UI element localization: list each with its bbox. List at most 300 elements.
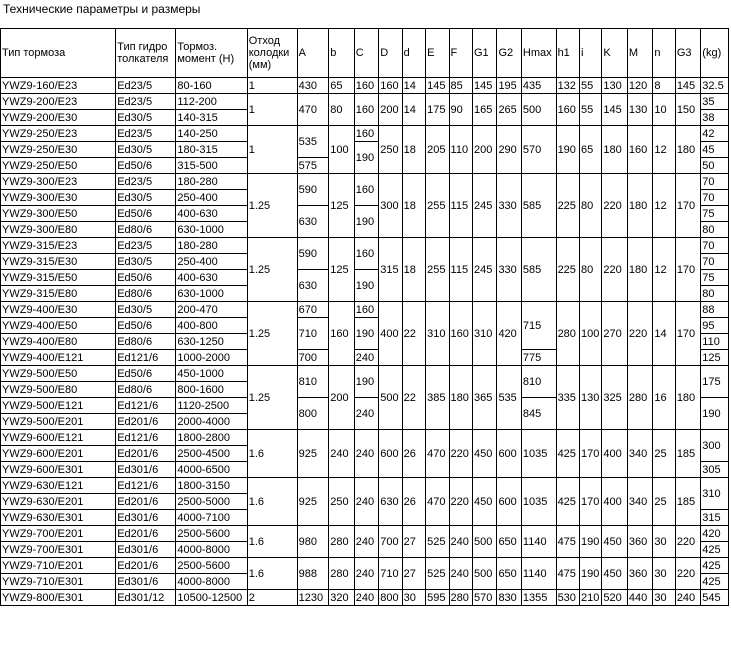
table-cell: 8 — [653, 78, 675, 94]
table-cell: 250-400 — [176, 190, 247, 206]
table-cell: 2500-5000 — [176, 494, 247, 510]
table-cell: 180 — [627, 238, 652, 302]
table-cell: 1 — [247, 126, 297, 174]
table-cell: Ed201/6 — [116, 558, 176, 574]
table-cell: 585 — [521, 174, 556, 238]
table-cell: 10 — [653, 94, 675, 126]
table-cell: Ed301/6 — [116, 462, 176, 478]
row-brake-type: YWZ9-300/E30 — [1, 190, 116, 206]
table-cell: 75 — [701, 270, 729, 286]
row-brake-type: YWZ9-400/E121 — [1, 350, 116, 366]
table-cell: 160 — [354, 302, 378, 318]
table-cell: 140-250 — [176, 126, 247, 142]
table-cell: 1.6 — [247, 558, 297, 590]
row-brake-type: YWZ9-500/E201 — [1, 414, 116, 430]
table-cell: 14 — [402, 94, 425, 126]
table-cell: 225 — [556, 238, 579, 302]
table-cell: 27 — [402, 526, 425, 558]
table-cell: 140-315 — [176, 110, 247, 126]
table-cell: 240 — [354, 398, 378, 430]
table-cell: 250 — [379, 126, 402, 174]
table-cell: 70 — [701, 254, 729, 270]
table-cell: 25 — [653, 430, 675, 478]
table-cell: 115 — [449, 174, 472, 238]
row-brake-type: YWZ9-200/E30 — [1, 110, 116, 126]
table-cell: 800 — [379, 590, 402, 606]
table-cell: Ed23/5 — [116, 78, 176, 94]
table-cell: 925 — [297, 430, 329, 478]
table-cell: 240 — [354, 430, 378, 478]
col-header-g1: G1 — [472, 29, 496, 78]
table-cell: 1.25 — [247, 366, 297, 430]
table-cell: 145 — [602, 94, 627, 126]
table-cell: 315 — [379, 238, 402, 302]
table-cell: 190 — [354, 318, 378, 350]
table-cell: 30 — [653, 526, 675, 558]
table-cell: 45 — [701, 142, 729, 158]
table-cell: Ed80/6 — [116, 334, 176, 350]
table-cell: 160 — [354, 126, 378, 142]
row-brake-type: YWZ9-300/E50 — [1, 206, 116, 222]
table-cell: 42 — [701, 126, 729, 142]
col-header-h1: h1 — [556, 29, 579, 78]
table-cell: 630-1000 — [176, 286, 247, 302]
table-cell: 80 — [701, 222, 729, 238]
row-brake-type: YWZ9-400/E30 — [1, 302, 116, 318]
table-cell: 470 — [297, 94, 329, 126]
table-cell: 830 — [497, 590, 521, 606]
table-cell: 925 — [297, 478, 329, 526]
table-cell: 520 — [602, 590, 627, 606]
table-cell: 265 — [497, 94, 521, 126]
table-cell: 330 — [497, 174, 521, 238]
table-cell: 180 — [627, 174, 652, 238]
row-brake-type: YWZ9-250/E50 — [1, 158, 116, 174]
table-cell: 12 — [653, 126, 675, 174]
table-cell: 190 — [701, 398, 729, 430]
table-cell: 305 — [701, 462, 729, 478]
table-cell: 1.6 — [247, 478, 297, 526]
table-cell: 435 — [521, 78, 556, 94]
table-cell: 1140 — [521, 526, 556, 558]
table-cell: 185 — [675, 430, 700, 478]
table-cell: 195 — [497, 78, 521, 94]
table-cell: 180 — [675, 366, 700, 430]
row-brake-type: YWZ9-315/E50 — [1, 270, 116, 286]
table-cell: 450 — [602, 558, 627, 590]
table-cell: 575 — [297, 158, 329, 174]
table-cell: 132 — [556, 78, 579, 94]
table-cell: 175 — [701, 366, 729, 398]
table-cell: 425 — [556, 430, 579, 478]
table-cell: 475 — [556, 526, 579, 558]
table-cell: 240 — [329, 430, 354, 478]
table-cell: Ed201/6 — [116, 526, 176, 542]
row-brake-type: YWZ9-630/E301 — [1, 510, 116, 526]
table-cell: 1355 — [521, 590, 556, 606]
table-cell: 190 — [354, 142, 378, 174]
table-row — [1, 94, 729, 110]
table-cell: Ed50/6 — [116, 270, 176, 286]
table-cell: 80-160 — [176, 78, 247, 94]
table-cell: 220 — [627, 302, 652, 366]
table-cell: Ed50/6 — [116, 366, 176, 382]
table-cell: 590 — [297, 238, 329, 270]
table-cell: 650 — [497, 558, 521, 590]
table-cell: 4000-6500 — [176, 462, 247, 478]
table-cell: 535 — [297, 126, 329, 158]
table-cell: 630 — [297, 206, 329, 238]
table-cell: 70 — [701, 238, 729, 254]
table-cell: Ed30/5 — [116, 142, 176, 158]
table-cell: 500 — [379, 366, 402, 430]
table-cell: 340 — [627, 430, 652, 478]
table-cell: 160 — [379, 78, 402, 94]
table-cell: 160 — [556, 94, 579, 126]
table-cell: 50 — [701, 158, 729, 174]
table-cell: 320 — [329, 590, 354, 606]
table-row — [1, 478, 729, 494]
table-cell: 570 — [521, 126, 556, 174]
table-cell: 500 — [521, 94, 556, 126]
row-brake-type: YWZ9-600/E301 — [1, 462, 116, 478]
table-cell: 500 — [472, 526, 496, 558]
table-cell: 450 — [602, 526, 627, 558]
table-cell: 200 — [329, 366, 354, 430]
table-cell: 250-400 — [176, 254, 247, 270]
col-header-shoe-travel: Отход колодки (мм) — [247, 29, 297, 78]
table-cell: 70 — [701, 190, 729, 206]
table-cell: 180-280 — [176, 238, 247, 254]
table-cell: 545 — [701, 590, 729, 606]
table-cell: 120 — [627, 78, 652, 94]
table-cell: 710 — [379, 558, 402, 590]
table-cell: 55 — [580, 94, 602, 126]
table-row — [1, 174, 729, 190]
table-cell: 80 — [580, 238, 602, 302]
table-cell: 80 — [329, 94, 354, 126]
table-row — [1, 78, 729, 94]
table-cell: 1.6 — [247, 526, 297, 558]
table-cell: 595 — [426, 590, 449, 606]
page-title: Технические параметры и размеры — [3, 2, 201, 16]
table-cell: Ed121/6 — [116, 430, 176, 446]
table-cell: 430 — [297, 78, 329, 94]
table-cell: Ed80/6 — [116, 286, 176, 302]
table-cell: 25 — [653, 478, 675, 526]
table-cell: 240 — [354, 558, 378, 590]
table-cell: 630 — [297, 270, 329, 302]
table-cell: Ed23/5 — [116, 126, 176, 142]
table-cell: 150 — [675, 94, 700, 126]
table-row — [1, 526, 729, 542]
table-cell: 1 — [247, 78, 297, 94]
row-brake-type: YWZ9-315/E80 — [1, 286, 116, 302]
table-cell: 360 — [627, 558, 652, 590]
table-cell: 30 — [402, 590, 425, 606]
table-cell: 85 — [449, 78, 472, 94]
table-cell: Ed201/6 — [116, 414, 176, 430]
table-cell: 220 — [675, 526, 700, 558]
table-cell: 300 — [701, 430, 729, 462]
table-cell: 1.25 — [247, 302, 297, 366]
table-cell: 365 — [472, 366, 496, 430]
table-cell: 90 — [449, 94, 472, 126]
col-header-torque: Тормоз. момент (Н) — [176, 29, 247, 78]
table-cell: 14 — [402, 78, 425, 94]
table-cell: 425 — [701, 574, 729, 590]
table-cell: 160 — [354, 78, 378, 94]
specs-table — [0, 28, 729, 606]
table-cell: 425 — [701, 558, 729, 574]
table-cell: 600 — [379, 430, 402, 478]
row-brake-type: YWZ9-700/E301 — [1, 542, 116, 558]
table-cell: Ed23/5 — [116, 174, 176, 190]
row-brake-type: YWZ9-400/E80 — [1, 334, 116, 350]
table-cell: 700 — [379, 526, 402, 558]
table-cell: 280 — [329, 526, 354, 558]
table-cell: 475 — [556, 558, 579, 590]
table-cell: 630-1000 — [176, 222, 247, 238]
table-cell: 270 — [602, 302, 627, 366]
table-cell: 80 — [580, 174, 602, 238]
table-cell: 715 — [521, 302, 556, 350]
table-cell: 315 — [701, 510, 729, 526]
table-row — [1, 558, 729, 574]
table-cell: Ed301/6 — [116, 542, 176, 558]
table-cell: 170 — [675, 302, 700, 366]
table-cell: 12 — [653, 238, 675, 302]
table-cell: 450-1000 — [176, 366, 247, 382]
table-cell: 325 — [602, 366, 627, 430]
row-brake-type: YWZ9-250/E30 — [1, 142, 116, 158]
table-cell: 190 — [354, 206, 378, 238]
col-header-b: b — [329, 29, 354, 78]
table-row — [1, 302, 729, 318]
table-cell: 525 — [426, 526, 449, 558]
table-cell: 88 — [701, 302, 729, 318]
table-cell: 600 — [497, 478, 521, 526]
table-cell: 165 — [472, 94, 496, 126]
col-header-i: i — [580, 29, 602, 78]
table-cell: 110 — [449, 126, 472, 174]
table-cell: 400-800 — [176, 318, 247, 334]
table-cell: 1140 — [521, 558, 556, 590]
table-cell: Ed30/5 — [116, 302, 176, 318]
table-cell: 4000-8000 — [176, 542, 247, 558]
table-cell: 335 — [556, 366, 579, 430]
table-cell: 160 — [354, 174, 378, 206]
table-cell: 470 — [426, 430, 449, 478]
table-cell: 200-470 — [176, 302, 247, 318]
table-cell: Ed201/6 — [116, 494, 176, 510]
table-cell: Ed301/12 — [116, 590, 176, 606]
table-cell: 400-630 — [176, 206, 247, 222]
table-cell: 2 — [247, 590, 297, 606]
table-cell: 180 — [602, 126, 627, 174]
table-cell: 18 — [402, 238, 425, 302]
table-cell: 225 — [556, 174, 579, 238]
row-brake-type: YWZ9-700/E201 — [1, 526, 116, 542]
table-cell: 125 — [329, 174, 354, 238]
table-cell: 180-315 — [176, 142, 247, 158]
table-cell: Ed50/6 — [116, 158, 176, 174]
table-cell: 2500-5600 — [176, 558, 247, 574]
table-cell: 525 — [426, 558, 449, 590]
table-cell: 170 — [675, 174, 700, 238]
table-cell: 100 — [329, 126, 354, 174]
row-brake-type: YWZ9-250/E23 — [1, 126, 116, 142]
table-cell: 75 — [701, 206, 729, 222]
table-cell: 420 — [701, 526, 729, 542]
table-cell: 1000-2000 — [176, 350, 247, 366]
table-cell: 185 — [675, 478, 700, 526]
table-cell: 250 — [329, 478, 354, 526]
table-cell: 220 — [602, 174, 627, 238]
table-cell: 1 — [247, 94, 297, 126]
row-brake-type: YWZ9-500/E80 — [1, 382, 116, 398]
table-cell: 220 — [449, 430, 472, 478]
table-cell: 210 — [580, 590, 602, 606]
table-cell: 845 — [521, 398, 556, 430]
specs-body — [1, 78, 729, 606]
table-cell: 240 — [354, 478, 378, 526]
table-cell: 26 — [402, 478, 425, 526]
table-cell: 145 — [426, 78, 449, 94]
table-cell: 710 — [297, 318, 329, 350]
table-row — [1, 366, 729, 382]
table-cell: 988 — [297, 558, 329, 590]
row-brake-type: YWZ9-630/E201 — [1, 494, 116, 510]
col-header-g3: G3 — [675, 29, 700, 78]
table-cell: 65 — [329, 78, 354, 94]
row-brake-type: YWZ9-300/E80 — [1, 222, 116, 238]
row-brake-type: YWZ9-300/E23 — [1, 174, 116, 190]
table-cell: 360 — [627, 526, 652, 558]
table-cell: 190 — [354, 366, 378, 398]
table-cell: 1035 — [521, 478, 556, 526]
table-cell: 775 — [521, 350, 556, 366]
table-cell: 125 — [329, 238, 354, 302]
table-cell: Ed23/5 — [116, 94, 176, 110]
table-cell: 400-630 — [176, 270, 247, 286]
table-cell: 190 — [580, 558, 602, 590]
table-cell: 245 — [472, 174, 496, 238]
table-cell: 30 — [653, 558, 675, 590]
table-cell: 26 — [402, 430, 425, 478]
table-cell: 180 — [675, 126, 700, 174]
table-cell: 220 — [675, 558, 700, 590]
col-header-pusher-type: Тип гидро толкателя — [116, 29, 176, 78]
table-cell: 240 — [354, 526, 378, 558]
table-cell: 27 — [402, 558, 425, 590]
table-cell: 1230 — [297, 590, 329, 606]
row-brake-type: YWZ9-710/E201 — [1, 558, 116, 574]
table-cell: 110 — [701, 334, 729, 350]
col-header-g2: G2 — [497, 29, 521, 78]
table-cell: Ed121/6 — [116, 350, 176, 366]
table-cell: 115 — [449, 238, 472, 302]
table-cell: 32.5 — [701, 78, 729, 94]
table-cell: 280 — [556, 302, 579, 366]
col-header-d-upper: D — [379, 29, 402, 78]
table-cell: 200 — [379, 94, 402, 126]
table-cell: 570 — [472, 590, 496, 606]
table-cell: 245 — [472, 238, 496, 302]
table-cell: 310 — [701, 478, 729, 510]
table-cell: 400 — [602, 430, 627, 478]
table-cell: 4000-7100 — [176, 510, 247, 526]
table-cell: 12 — [653, 174, 675, 238]
table-cell: Ed121/6 — [116, 398, 176, 414]
table-cell: Ed201/6 — [116, 446, 176, 462]
table-row — [1, 126, 729, 142]
table-cell: 130 — [580, 366, 602, 430]
row-brake-type: YWZ9-400/E50 — [1, 318, 116, 334]
table-cell: 650 — [497, 526, 521, 558]
table-cell: 220 — [602, 238, 627, 302]
table-cell: Ed23/5 — [116, 238, 176, 254]
col-header-k: K — [602, 29, 627, 78]
table-cell: 255 — [426, 174, 449, 238]
table-cell: 240 — [675, 590, 700, 606]
table-cell: 300 — [379, 174, 402, 238]
table-cell: 670 — [297, 302, 329, 318]
col-header-m: M — [627, 29, 652, 78]
table-cell: 30 — [653, 590, 675, 606]
table-cell: 22 — [402, 302, 425, 366]
table-cell: 70 — [701, 174, 729, 190]
row-brake-type: YWZ9-500/E50 — [1, 366, 116, 382]
table-cell: 440 — [627, 590, 652, 606]
table-cell: 240 — [354, 590, 378, 606]
row-brake-type: YWZ9-160/E23 — [1, 78, 116, 94]
table-cell: 310 — [472, 302, 496, 366]
table-cell: 280 — [329, 558, 354, 590]
table-cell: 80 — [701, 286, 729, 302]
table-cell: 800 — [297, 398, 329, 430]
table-cell: 530 — [556, 590, 579, 606]
table-cell: Ed80/6 — [116, 222, 176, 238]
table-cell: 810 — [521, 366, 556, 398]
row-brake-type: YWZ9-710/E301 — [1, 574, 116, 590]
table-cell: 175 — [426, 94, 449, 126]
col-header-brake-type: Тип тормоза — [1, 29, 116, 78]
table-cell: 95 — [701, 318, 729, 334]
table-cell: Ed301/6 — [116, 574, 176, 590]
table-cell: 190 — [580, 526, 602, 558]
table-cell: 190 — [354, 270, 378, 302]
table-cell: 810 — [297, 366, 329, 398]
table-cell: 180-280 — [176, 174, 247, 190]
table-cell: 315-500 — [176, 158, 247, 174]
row-brake-type: YWZ9-630/E121 — [1, 478, 116, 494]
table-cell: 55 — [580, 78, 602, 94]
table-cell: 470 — [426, 478, 449, 526]
table-cell: 500 — [472, 558, 496, 590]
table-cell: 450 — [472, 430, 496, 478]
table-cell: 2000-4000 — [176, 414, 247, 430]
row-brake-type: YWZ9-200/E23 — [1, 94, 116, 110]
table-cell: 255 — [426, 238, 449, 302]
col-header-weight: (kg) — [701, 29, 729, 78]
table-cell: 400 — [602, 478, 627, 526]
table-cell: 100 — [580, 302, 602, 366]
table-cell: 585 — [521, 238, 556, 302]
table-cell: 600 — [497, 430, 521, 478]
table-cell: 160 — [449, 302, 472, 366]
row-brake-type: YWZ9-315/E30 — [1, 254, 116, 270]
